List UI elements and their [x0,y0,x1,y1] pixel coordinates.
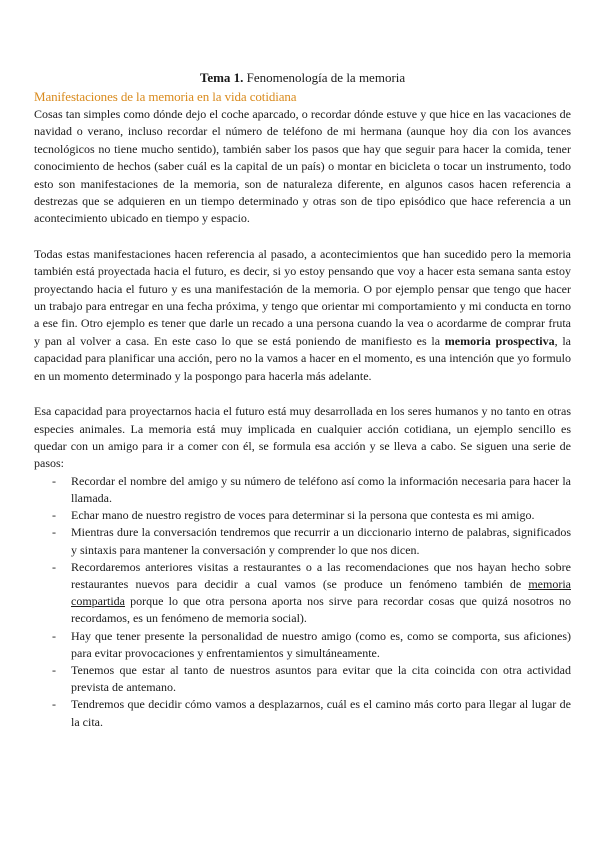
list-item: - Recordar el nombre del amigo y su número de teléfono así como la información necesaria para hacer la llamada. [52,473,571,505]
list-item: - Tenemos que estar al tanto de nuestros asuntos para evitar que la cita coincida con otra actividad prevista de antemano. [52,662,571,695]
title-bold: Tema 1. [199,70,244,85]
memoria-compartida-term: memoria compartida [71,576,571,609]
bullet-dash: - [52,473,56,488]
list-item: - Hay que tener presente la personalidad de nuestro amigo (como es, como se comporta, sus aficiones) para evitar provocaciones y enfrentamientos y simultáneamente. [52,628,571,660]
list-item: - Mientras dure la conversación tendremos que recurrir a un diccionario interno de palabras, significados y sintaxis para mantener la conversación y comprender lo que nos dicen. [52,525,571,557]
document-page [34,70,571,731]
document-title [34,70,571,86]
bullet-dash: - [52,697,56,712]
bullet-dash: - [52,508,56,523]
paragraph-3: Esa capacidad para proyectarnos hacia el futuro está muy desarrollada en los seres humanos y no tanto en otras especies animales. La memoria está muy implicada en cualquier acción cotidiana, un ejemplo sencillo es quedar con un amigo para ir a comer con él, se formula esa acción y se lleva a cabo. Se siguen una serie de pasos: [34,404,571,471]
title-rest: Fenomenología de la memoria [243,70,406,85]
list-item: - Tendremos que decidir cómo vamos a desplazarnos, cuál es el camino más corto para llegar al lugar de la cita. [52,697,571,729]
paragraph-2-text-a: Todas estas manifestaciones hacen referencia al pasado, a acontecimientos que han sucedido pero la memoria también está proyectada hacia el futuro, es decir, si yo estoy pensando que voy a hacer esta semana santa estoy proyectando hacia el futuro y es una manifestación de la memoria. O por ejemplo pensar que tengo que hacer un trabajo para entregar en una fecha próxima, y tengo que orientar mi comportamiento y mi conducta en torno a ese fin. Otro ejemplo es tener que darle un recado a una persona cuando la vea o acordarme de comprar fruta y pan al volver a casa. En este caso lo que se está poniendo de manifiesto es la [34,246,571,348]
bullet-dash: - [52,628,56,643]
list-item: - Echar mano de nuestro registro de voces para determinar si la persona que contesta es mi amigo. [34,507,571,524]
steps-list [34,473,571,731]
section-subtitle: Manifestaciones de la memoria en la vida cotidiana [34,89,297,104]
bullet-dash: - [52,525,56,540]
paragraph-2 [34,246,571,385]
paragraph-1: Cosas tan simples como dónde dejo el coche aparcado, o recordar dónde estuve y que hice en las vacaciones de navidad o verano, incluso recordar el número de teléfono de mi hermana (aunque hoy dia con los avances tecnológicos no tiene mucho sentido), también saber los pasos que hay que seguir para hacer la comida, tener conocimiento de hechos (saber cuál es la capital de un país) o montar en bicicleta o tocar un instrumento, todo esto son manifestaciones de la memoria, son de naturaleza diferente, en algunos casos hacen referencia a destrezas que se adquieren en un tiempo determinado y otras son de tipo episódico que hace referencia a un acontecimiento ubicado en tiempo y espacio. [34,107,571,226]
bullet-dash: - [52,662,56,677]
paragraph-2-text-b: , la capacidad para planificar una acción, pero no la vamos a hacer en el momento, es una intención que yo formulo en un momento determinado y la pospongo para hacerla más adelante. [34,333,571,383]
memoria-prospectiva-term: memoria prospectiva [444,333,555,348]
list-item: - Recordaremos anteriores visitas a restaurantes o a las recomendaciones que nos hayan hecho sobre restaurantes nuevos para decidir a cual vamos (se produce un fenómeno también de memoria compartida porque lo que otra persona aporta nos sirve para recordar cosas que quizá nosotros no recordamos, es un fenómeno de memoria social). [52,559,571,626]
bullet-dash: - [52,559,56,574]
